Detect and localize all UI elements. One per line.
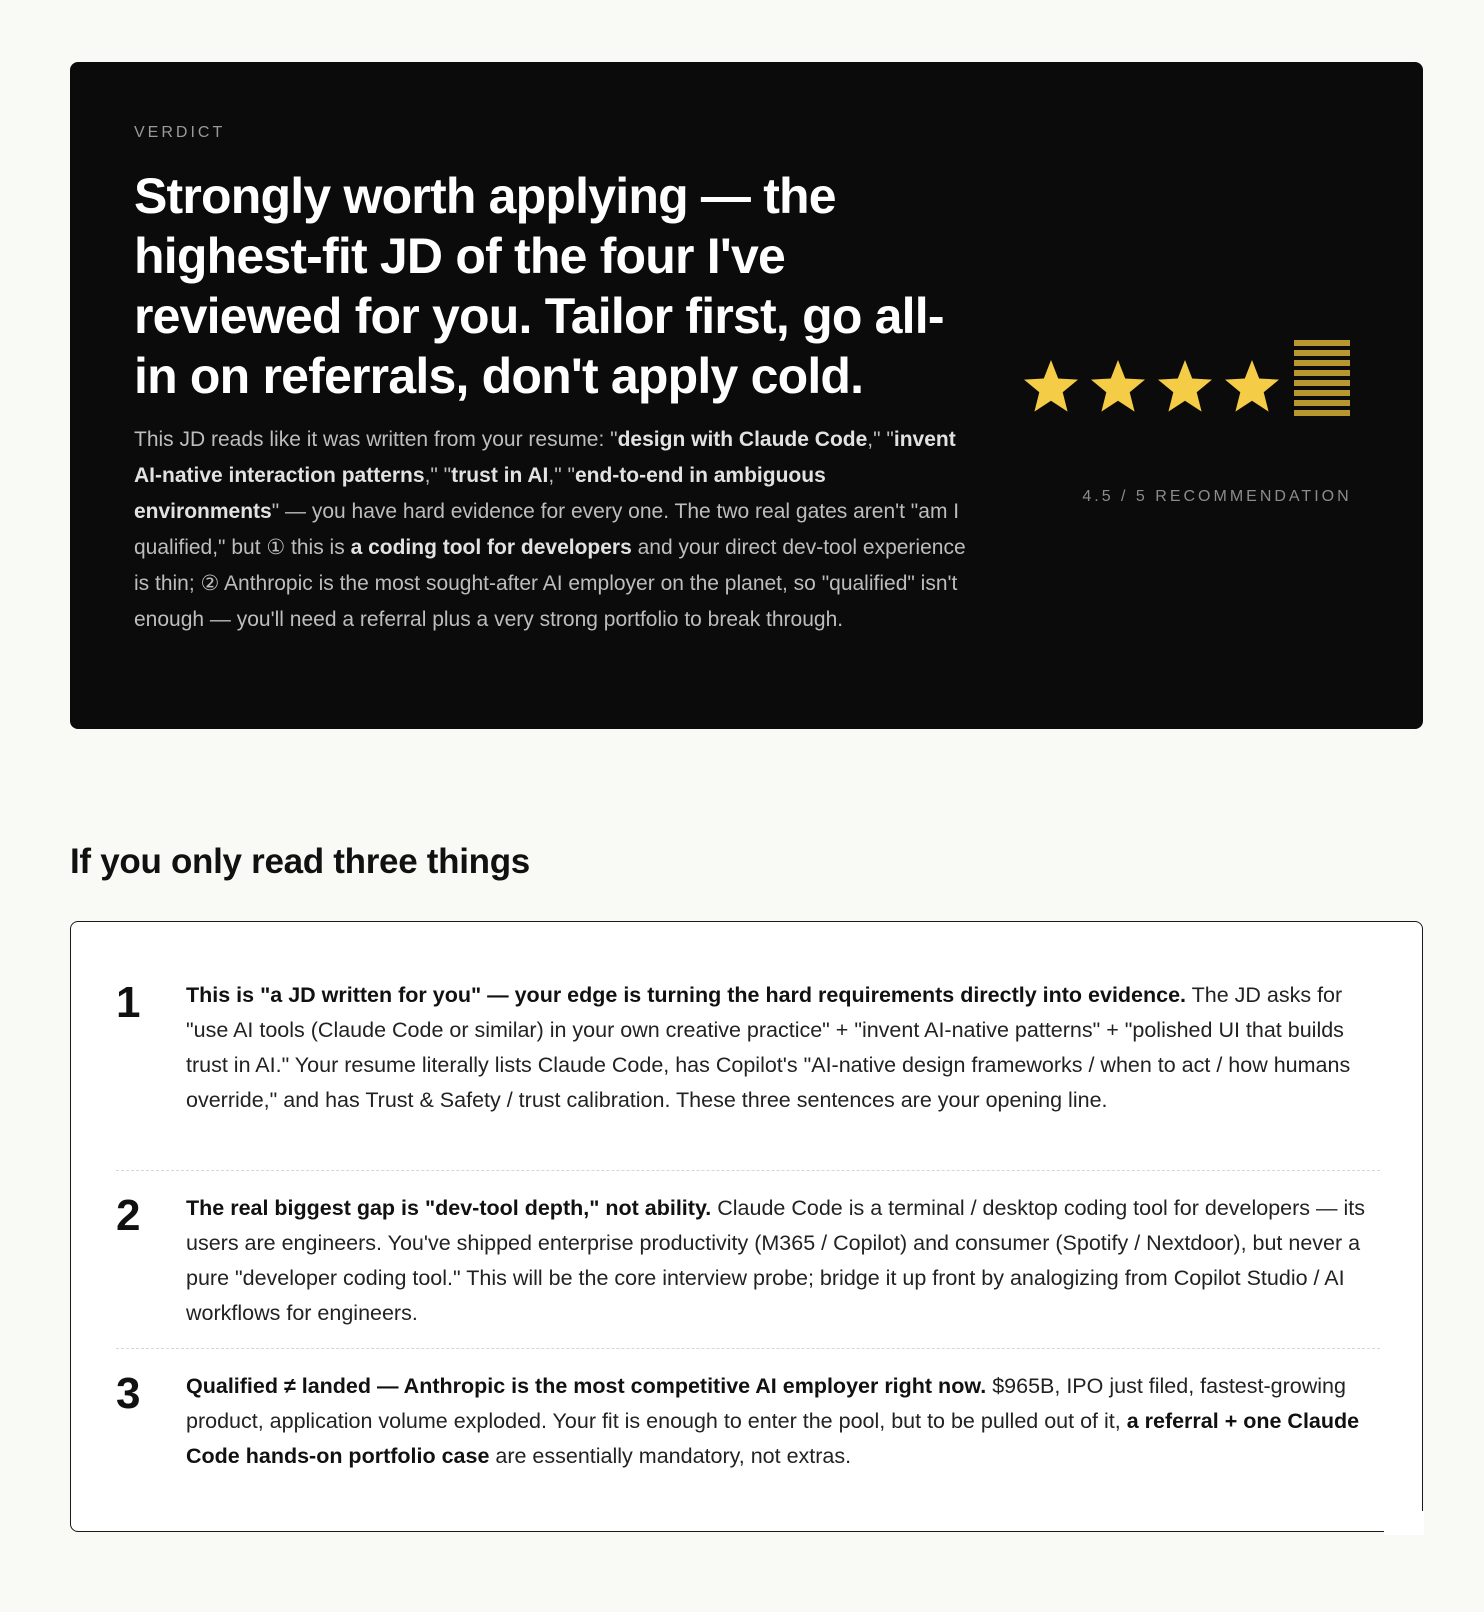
divider — [116, 1348, 1380, 1349]
item-number: 1 — [116, 978, 141, 1027]
corner-mask — [1384, 1511, 1424, 1535]
star-icon — [1022, 358, 1080, 416]
verdict-headline: Strongly worth applying — the highest-fit JD of the four I've reviewed for you. Tailor first, go all-in on referrals, don't apply cold. — [134, 168, 944, 404]
star-icon — [1089, 358, 1147, 416]
rating-caption: 4.5 / 5 RECOMMENDATION — [1082, 488, 1352, 505]
item-number: 2 — [116, 1191, 141, 1240]
verdict-card — [70, 62, 1423, 729]
item-text: This is "a JD written for you" — your edge is turning the hard requirements directly into evidence. The JD asks for "use AI tools (Claude Code or similar) in your own creative practice" + "invent AI-native patterns" + "polished UI that builds trust in AI." Your resume literally lists Claude Code, has Copilot's "AI-native design frameworks / when to act / how humans override," and has Trust & Safety / trust calibration. These three sentences are your opening line. — [186, 983, 1351, 1112]
item-number: 3 — [116, 1369, 141, 1418]
star-icon — [1156, 358, 1214, 416]
item-text: The real biggest gap is "dev-tool depth," not ability. Claude Code is a terminal / desktop coding tool for developers — its users are engineers. You've shipped enterprise productivity (M365 / Copilot) and consumer (Spotify / Nextdoor), but never a pure "developer coding tool." This will be the core interview probe; bridge it up front by analogizing from Copilot Studio / AI workflows for engineers. — [186, 1196, 1365, 1325]
half-star-icon — [1294, 340, 1350, 416]
three-things-card — [70, 921, 1423, 1532]
item-text: Qualified ≠ landed — Anthropic is the most competitive AI employer right now. $965B, IPO just filed, fastest-growing product, application volume exploded. Your fit is enough to enter the pool, but to be pulled out of it, a referral + one Claude Code hands-on portfolio case are essentially mandatory, not extras. — [186, 1374, 1360, 1468]
divider — [116, 1170, 1380, 1171]
verdict-eyebrow: VERDICT — [134, 124, 226, 141]
section-title: If you only read three things — [70, 842, 530, 881]
verdict-body: This JD reads like it was written from your resume: "design with Claude Code," "invent AI-native interaction patterns," "trust in AI," "end-to-end in ambiguous environments" — you have hard evidence for every one. The two real gates aren't "am I qualified," but ① this is a coding tool for developers and your direct dev-tool experience is thin; ② Anthropic is the most sought-after AI employer on the planet, so "qualified" isn't enough — you'll need a referral plus a very strong portfolio to break through. — [134, 428, 966, 631]
star-icon — [1223, 358, 1281, 416]
rating-block — [1022, 338, 1412, 505]
star-rating — [1022, 338, 1412, 418]
